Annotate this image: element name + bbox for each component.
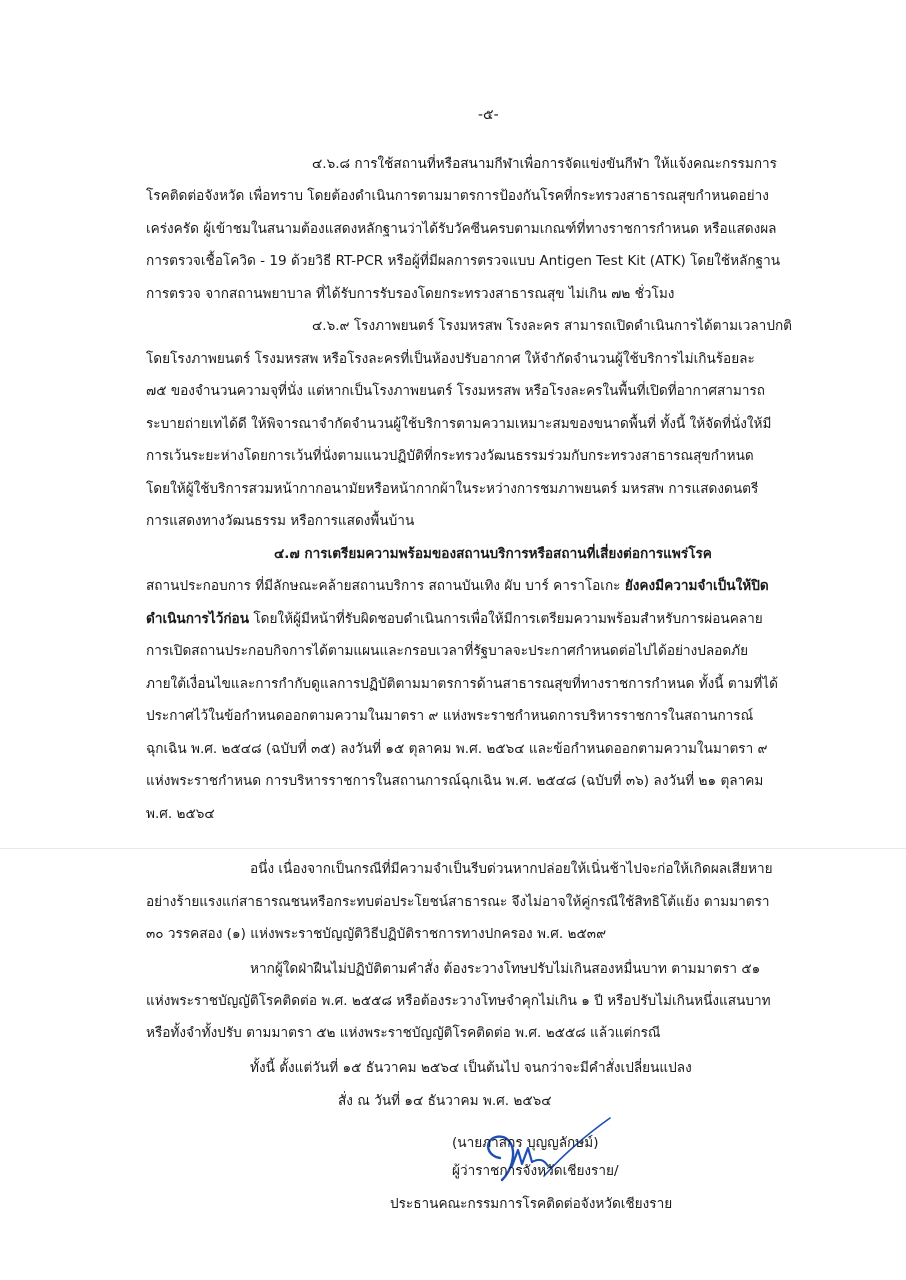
paragraph-line: หากผู้ใดฝ่าฝืนไม่ปฏิบัติตามคำสั่ง ต้องระวางโทษปรับไม่เกินสองหมื่นบาท ตามมาตรา ๕๑	[250, 961, 761, 977]
paragraph-line: โรคติดต่อจังหวัด เพื่อทราบ โดยต้องดำเนินการตามมาตรการป้องกันโรคที่กระทรวงสาธารณสุขกำหนดอย่าง	[146, 188, 769, 204]
paragraph-line: โดยโรงภาพยนตร์ โรงมหรสพ หรือโรงละครที่เป็นห้องปรับอากาศ ให้จำกัดจำนวนผู้ใช้บริการไม่เกินร้อยละ	[146, 351, 755, 367]
paragraph-line: การตรวจเชื้อโควิด - 19 ด้วยวิธี RT-PCR หรือผู้ที่มีผลการตรวจแบบ Antigen Test Kit (ATK) โดยใช้หลักฐาน	[146, 253, 781, 269]
paragraph-line: ระบายถ่ายเทได้ดี ให้พิจารณาจำกัดจำนวนผู้ใช้บริการตามความเหมาะสมของขนาดพื้นที่ ทั้งนี้ ให้จัดที่นั่งให้มี	[146, 416, 772, 432]
paragraph-line: การตรวจ จากสถานพยาบาล ที่ได้รับการรับรองโดยกระทรวงสาธารณสุข ไม่เกิน ๗๒ ชั่วโมง	[146, 286, 675, 302]
signer-name: (นายภาสกร บุญญลักษม์)	[452, 1135, 599, 1151]
order-date-line: สั่ง ณ วันที่ ๑๔ ธันวาคม พ.ศ. ๒๕๖๔	[338, 1093, 552, 1109]
effective-date-line: ทั้งนี้ ตั้งแต่วันที่ ๑๕ ธันวาคม ๒๕๖๔ เป็นต้นไป จนกว่าจะมีคำสั่งเปลี่ยนแปลง	[250, 1060, 692, 1076]
page-number: -๕-	[478, 107, 499, 123]
paragraph-line: แห่งพระราชบัญญัติโรคติดต่อ พ.ศ. ๒๕๕๘ หรือต้องระวางโทษจำคุกไม่เกิน ๑ ปี หรือปรับไม่เกินหนึ่งแสนบาท	[146, 993, 771, 1009]
paragraph-line: ๓๐ วรรคสอง (๑) แห่งพระราชบัญญัติวิธีปฏิบัติราชการทางปกครอง พ.ศ. ๒๕๓๙	[146, 926, 607, 942]
paragraph-line: พ.ศ. ๒๕๖๔	[146, 806, 215, 822]
paragraph-line: ภายใต้เงื่อนไขและการกำกับดูแลการปฏิบัติตามมาตรการด้านสาธารณสุขที่ทางราชการกำหนด ทั้งนี้ ตามที่ได้	[146, 676, 778, 692]
paragraph-line: เคร่งครัด ผู้เข้าชมในสนามต้องแสดงหลักฐานว่าได้รับวัคซีนครบตามเกณฑ์ที่ทางราชการกำหนด หรือแสดงผล	[146, 221, 777, 237]
paragraph-text: สถานประกอบการ ที่มีลักษณะคล้ายสถานบริการ สถานบันเทิง ผับ บาร์ คาราโอเกะ	[146, 578, 625, 594]
paragraph-line	[146, 608, 763, 630]
paragraph-line: แห่งพระราชกำหนด การบริหารราชการในสถานการณ์ฉุกเฉิน พ.ศ. ๒๕๔๘ (ฉบับที่ ๓๖) ลงวันที่ ๒๑ ตุลาคม	[146, 773, 764, 789]
scan-fold-line	[0, 848, 906, 849]
paragraph-line	[146, 575, 769, 597]
signer-title: ผู้ว่าราชการจังหวัดเชียงราย/	[452, 1163, 619, 1179]
paragraph-line: ประกาศไว้ในข้อกำหนดออกตามความในมาตรา ๙ แห่งพระราชกำหนดการบริหารราชการในสถานการณ์	[146, 708, 754, 724]
emphasis-text: ดำเนินการไว้ก่อน	[146, 611, 250, 627]
paragraph-line: โดยให้ผู้ใช้บริการสวมหน้ากากอนามัยหรือหน้ากากผ้าในระหว่างการชมภาพยนตร์ มหรสพ การแสดงดนตรี	[146, 481, 759, 497]
paragraph-line: ๔.๖.๙ โรงภาพยนตร์ โรงมหรสพ โรงละคร สามารถเปิดดำเนินการได้ตามเวลาปกติ	[312, 318, 793, 334]
paragraph-line: การแสดงทางวัฒนธรรม หรือการแสดงพื้นบ้าน	[146, 513, 415, 529]
paragraph-line: การเปิดสถานประกอบกิจการได้ตามแผนและกรอบเวลาที่รัฐบาลจะประกาศกำหนดต่อไปได้อย่างปลอดภัย	[146, 643, 749, 659]
signer-title-secondary: ประธานคณะกรรมการโรคติดต่อจังหวัดเชียงราย	[390, 1196, 673, 1212]
paragraph-line: ๗๕ ของจำนวนความจุที่นั่ง แต่หากเป็นโรงภาพยนตร์ โรงมหรสพ หรือโรงละครในพื้นที่เปิดที่อากาศสามารถ	[146, 383, 766, 399]
section-heading: ๔.๗ การเตรียมความพร้อมของสถานบริการหรือสถานที่เสี่ยงต่อการแพร่โรค	[274, 546, 712, 562]
paragraph-line: ๔.๖.๘ การใช้สถานที่หรือสนามกีฬาเพื่อการจัดแข่งขันกีฬา ให้แจ้งคณะกรรมการ	[312, 156, 777, 172]
paragraph-line: อนึ่ง เนื่องจากเป็นกรณีที่มีความจำเป็นรีบด่วนหากปล่อยให้เนิ่นช้าไปจะก่อให้เกิดผลเสียหาย	[250, 861, 773, 877]
paragraph-text: โดยให้ผู้มีหน้าที่รับผิดชอบดำเนินการเพื่อให้มีการเตรียมความพร้อมสำหรับการผ่อนคลาย	[249, 611, 763, 627]
emphasis-text: ยังคงมีความจำเป็นให้ปิด	[624, 578, 769, 594]
paragraph-line: ฉุกเฉิน พ.ศ. ๒๕๔๘ (ฉบับที่ ๓๕) ลงวันที่ ๑๕ ตุลาคม พ.ศ. ๒๕๖๔ และข้อกำหนดออกตามความในมาตรา ๙	[146, 741, 768, 757]
handwritten-signature	[482, 1110, 622, 1200]
paragraph-line: การเว้นระยะห่างโดยการเว้นที่นั่งตามแนวปฏิบัติที่กระทรวงวัฒนธรรมร่วมกับกระทรวงสาธารณสุขกำหนด	[146, 448, 754, 464]
paragraph-line: อย่างร้ายแรงแก่สาธารณชนหรือกระทบต่อประโยชน์สาธารณะ จึงไม่อาจให้คู่กรณีใช้สิทธิโต้แย้ง ตามมาตรา	[146, 894, 770, 910]
paragraph-line: หรือทั้งจำทั้งปรับ ตามมาตรา ๕๒ แห่งพระราชบัญญัติโรคติดต่อ พ.ศ. ๒๕๕๘ แล้วแต่กรณี	[146, 1025, 661, 1041]
